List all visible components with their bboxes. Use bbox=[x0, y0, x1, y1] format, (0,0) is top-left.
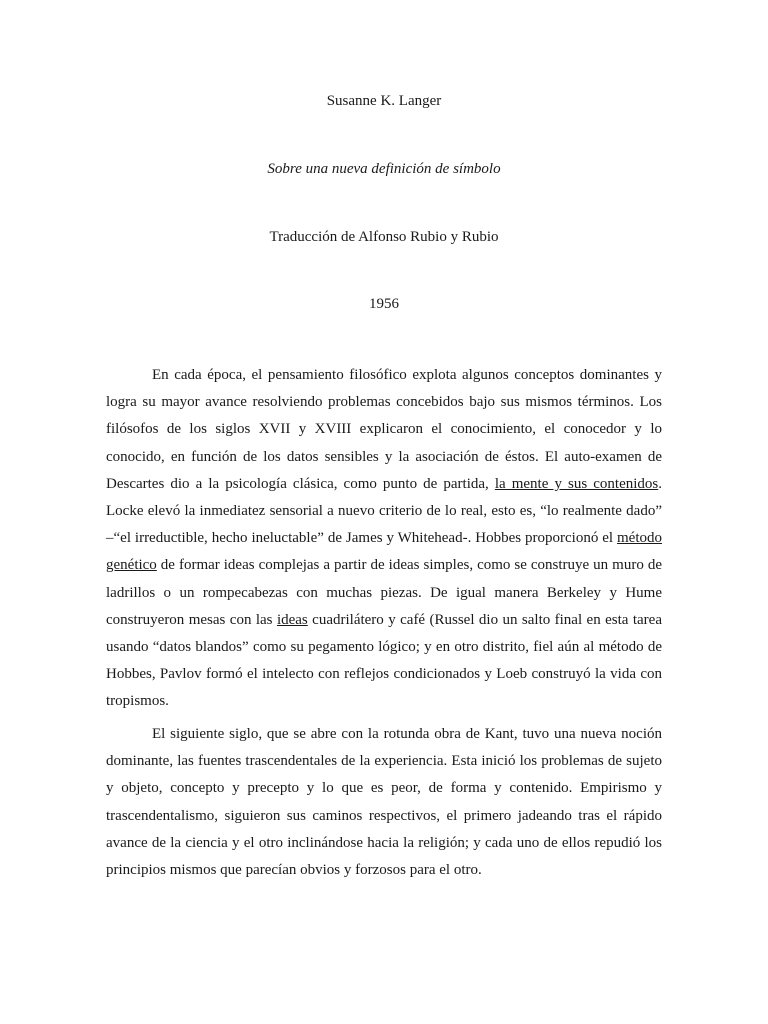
paragraph-text bbox=[106, 362, 662, 716]
body-paragraph-1 bbox=[106, 362, 662, 716]
publication-year: 1956 bbox=[369, 296, 399, 312]
translator-credit: Traducción de Alfonso Rubio y Rubio bbox=[269, 229, 499, 245]
document-title: Sobre una nueva definición de símbolo bbox=[267, 161, 501, 177]
author-name: Susanne K. Langer bbox=[326, 93, 442, 109]
underlined-phrase: método genético bbox=[106, 530, 662, 574]
paragraph-segment: cuadrilátero y café (Russel dio un salto final en esta tarea usando “datos blandos” como su pegamento lógico; y en otro distrito, fiel aún al método de Hobbes, Pavlov formó el intelecto con reflejos condicionados y Loeb construyó la vida con tropismos. bbox=[106, 611, 662, 710]
underlined-phrase: ideas bbox=[276, 611, 308, 628]
paragraph-segment: de formar ideas complejas a partir de ideas simples, como se construye un muro de ladrillos o un rompecabezas con muchas piezas. De igual manera Berkeley y Hume construyeron mesas con las bbox=[106, 557, 662, 628]
paragraph-segment: . Locke elevó la inmediatez sensorial a nuevo criterio de lo real, esto es, “lo realmente dado” –“el irreductible, hecho ineluctable” de James y Whitehead-. Hobbes proporcionó el bbox=[106, 475, 662, 547]
underlined-phrase: la mente y sus contenidos bbox=[494, 475, 659, 492]
paragraph-segment: En cada época, el pensamiento filosófico explota algunos conceptos dominantes y logra su mayor avance resolviendo problemas concebidos bajo sus mismos términos. Los filósofos de los siglos XVII y XVIII explicaron el conocimiento, el conocedor y lo conocido, en función de los datos sensibles y la asociación de éstos. El auto-examen de Descartes dio a la psicología clásica, como punto de partida, bbox=[106, 367, 662, 492]
body-paragraph-2 bbox=[106, 721, 662, 884]
paragraph-text: El siguiente siglo, que se abre con la rotunda obra de Kant, tuvo una nueva noción dominante, las fuentes trascendentales de la experiencia. Esta inició los problemas de sujeto y objeto, concepto y precepto y lo que es peor, de forma y contenido. Empirismo y trascendentalismo, siguieron sus caminos respectivos, el primero jadeando tras el rápido avance de la ciencia y el otro inclinándose hacia la religión; y cada uno de ellos repudió los principios mismos que parecían obvios y forzosos para el otro. bbox=[106, 726, 662, 879]
